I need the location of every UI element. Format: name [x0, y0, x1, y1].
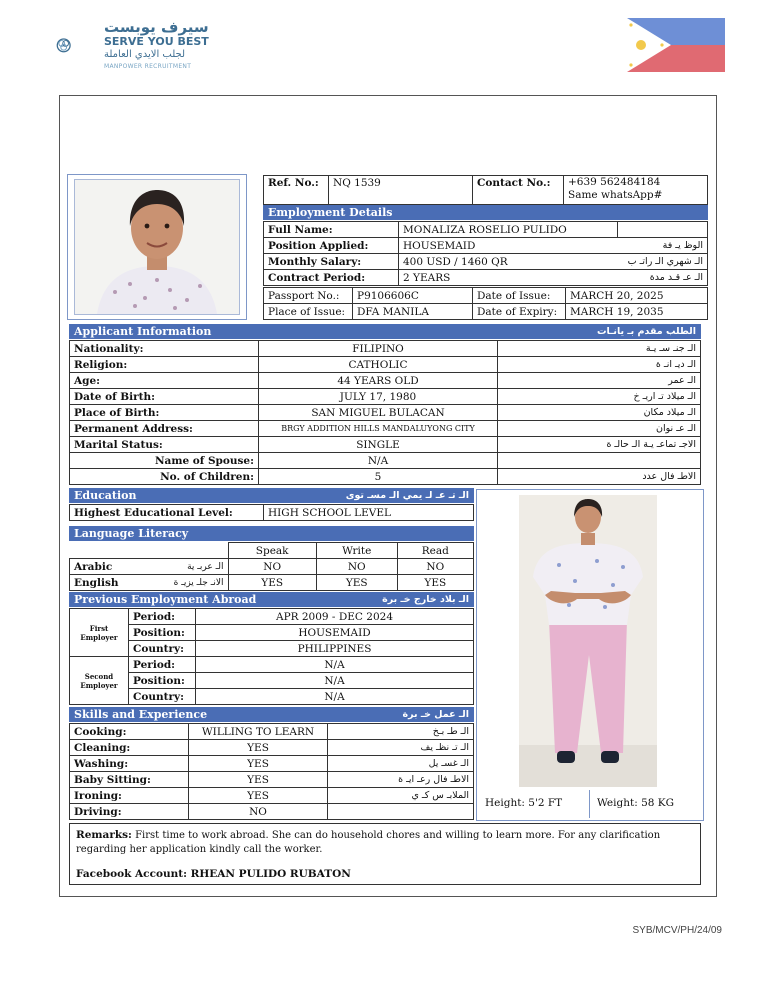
previous-employment-value: N/A [196, 689, 474, 705]
language-row [70, 559, 474, 575]
employment-label: Monthly Salary: [264, 254, 399, 270]
applicant-value: CATHOLIC [259, 357, 498, 373]
skill-value-ar: الـ تـ نظـ يف [328, 740, 474, 756]
skill-value-ar [328, 804, 474, 820]
applicant-value-ar: الاجـ تماعـ يـة الـ حالـ ة [498, 437, 701, 453]
previous-employment-table [69, 608, 474, 705]
employment-value-ar [618, 222, 708, 238]
language-value: YES [397, 575, 473, 591]
applicant-info-header [69, 324, 701, 339]
applicant-value-ar: الـ ميلاد مكان [498, 405, 701, 421]
employment-value: HOUSEMAID [399, 238, 618, 254]
applicant-value-ar: الاطـ فال عدد [498, 469, 701, 485]
applicant-row [70, 421, 701, 437]
contact-cell [564, 176, 708, 205]
skill-value-ar: الملابـ س كـ ي [328, 788, 474, 804]
language-row [70, 575, 474, 591]
applicant-row [70, 341, 701, 357]
skill-value-ar: الاطـ فال رعـ ايـ ة [328, 772, 474, 788]
language-value: NO [228, 559, 316, 575]
employment-label: Full Name: [264, 222, 399, 238]
previous-employment-row [70, 625, 474, 641]
remarks-label: Remarks: [76, 829, 132, 841]
employer-name: First Employer [70, 609, 129, 657]
skill-value: WILLING TO LEARN [189, 724, 328, 740]
employment-value: 400 USD / 1460 QR [399, 254, 618, 270]
applicant-fullbody-photo [476, 489, 704, 821]
applicant-value: 44 YEARS OLD [259, 373, 498, 389]
skill-row [70, 804, 474, 820]
applicant-label: No. of Children: [70, 469, 259, 485]
employment-value: 2 YEARS [399, 270, 618, 286]
passport-value: P9106606C [353, 288, 473, 304]
passport-table [263, 287, 708, 320]
skills-table [69, 723, 474, 820]
language-label-cell [70, 559, 229, 575]
language-value: YES [316, 575, 397, 591]
language-label: Arabic [74, 560, 113, 573]
applicant-value: BRGY ADDITION HILLS MANDALUYONG CITY [259, 421, 498, 437]
employment-value-ar: الـ شهري الـ راتـ ب [618, 254, 708, 270]
ref-value: NQ 1539 [329, 176, 473, 205]
company-logo-icon [56, 20, 104, 72]
employment-row [264, 254, 708, 270]
previous-employment-row [70, 641, 474, 657]
employment-details-header: Employment Details [263, 205, 708, 220]
applicant-value-ar: الـ جنـ سـ يـة [498, 341, 701, 357]
language-corner-cell [70, 543, 229, 559]
applicant-value: FILIPINO [259, 341, 498, 357]
applicant-value-ar: الـ ديـ انـ ة [498, 357, 701, 373]
height-text: Height: 5'2 FT [485, 797, 563, 809]
skill-label: Cooking: [70, 724, 189, 740]
applicant-row [70, 373, 701, 389]
language-table [69, 542, 474, 591]
ref-label: Ref. No.: [264, 176, 329, 205]
language-value: NO [397, 559, 473, 575]
previous-employment-header [69, 592, 474, 607]
applicant-value-ar: الـ ميلاد تـ اريـ خ [498, 389, 701, 405]
logo-arabic-subtext: لجلب الايدي العاملة [104, 49, 186, 60]
employer-name: Second Employer [70, 657, 129, 705]
applicant-row [70, 357, 701, 373]
applicant-value: SAN MIGUEL BULACAN [259, 405, 498, 421]
expiry-date-label: Date of Expiry: [473, 304, 566, 320]
education-title-ar: الـ تـ عـ لـ يمي الـ مسـ توى [345, 490, 469, 501]
previous-employment-title: Previous Employment Abroad [74, 593, 257, 606]
logo-english-text: SERVE YOU BEST [104, 35, 209, 48]
skill-label: Baby Sitting: [70, 772, 189, 788]
language-column-header: Read [397, 543, 473, 559]
applicant-row [70, 405, 701, 421]
issue-date-label: Date of Issue: [473, 288, 566, 304]
headshot-image [75, 180, 239, 314]
height-weight-divider [589, 790, 590, 818]
skills-header [69, 707, 474, 722]
philippines-flag-icon [627, 18, 725, 72]
skill-value: YES [189, 740, 328, 756]
previous-employment-label: Country: [129, 641, 196, 657]
place-of-issue-value: DFA MANILA [353, 304, 473, 320]
applicant-value: JULY 17, 1980 [259, 389, 498, 405]
employment-value: MONALIZA ROSELIO PULIDO [399, 222, 618, 238]
education-value: HIGH SCHOOL LEVEL [264, 505, 474, 521]
applicant-value-ar: الـ عـ نوان [498, 421, 701, 437]
employment-row [264, 270, 708, 286]
applicant-label: Age: [70, 373, 259, 389]
applicant-label: Place of Birth: [70, 405, 259, 421]
previous-employment-row [70, 609, 474, 625]
applicant-value-ar: الـ عمر [498, 373, 701, 389]
education-table [69, 504, 474, 521]
skill-value: YES [189, 788, 328, 804]
education-label: Highest Educational Level: [70, 505, 264, 521]
employment-row [264, 222, 708, 238]
previous-employment-value: PHILIPPINES [196, 641, 474, 657]
skill-value: YES [189, 756, 328, 772]
skill-label: Driving: [70, 804, 189, 820]
skill-row [70, 772, 474, 788]
remarks-box [69, 823, 701, 885]
employment-table [263, 221, 708, 286]
skill-row [70, 740, 474, 756]
logo-subtitle: MANPOWER RECRUITMENT [104, 63, 192, 70]
skill-label: Ironing: [70, 788, 189, 804]
skill-row [70, 788, 474, 804]
applicant-info-table [69, 340, 701, 485]
passport-label: Passport No.: [264, 288, 353, 304]
skill-row [70, 756, 474, 772]
weight-text: Weight: 58 KG [597, 797, 675, 809]
previous-employment-row [70, 689, 474, 705]
employment-value-ar: الوظ يـ فة [618, 238, 708, 254]
skill-value: YES [189, 772, 328, 788]
language-column-header: Speak [228, 543, 316, 559]
previous-employment-label: Period: [129, 609, 196, 625]
reference-table [263, 175, 708, 205]
education-title: Education [74, 489, 137, 502]
skills-title-ar: الـ عمل خـ برة [402, 709, 469, 720]
previous-employment-row [70, 657, 474, 673]
previous-employment-value: N/A [196, 657, 474, 673]
remarks-paragraph [76, 828, 694, 857]
contact-label: Contact No.: [473, 176, 564, 205]
previous-employment-label: Position: [129, 673, 196, 689]
contact-note: Same whatsApp# [568, 189, 663, 201]
applicant-info-title: Applicant Information [74, 325, 212, 338]
contact-value: +639 562484184 [568, 176, 661, 188]
applicant-row [70, 389, 701, 405]
language-value: NO [316, 559, 397, 575]
applicant-row [70, 469, 701, 485]
skill-value-ar: الـ غسـ يل [328, 756, 474, 772]
applicant-row [70, 437, 701, 453]
skill-label: Washing: [70, 756, 189, 772]
employment-label: Contract Period: [264, 270, 399, 286]
issue-date-value: MARCH 20, 2025 [566, 288, 708, 304]
applicant-label: Date of Birth: [70, 389, 259, 405]
document-code: SYB/MCV/PH/24/09 [632, 925, 722, 936]
logo-arabic-text: سيرف يوبست [104, 18, 209, 36]
place-of-issue-label: Place of Issue: [264, 304, 353, 320]
skills-title: Skills and Experience [74, 708, 208, 721]
employment-value-ar: الـ عـ قـد مدة [618, 270, 708, 286]
language-header: Language Literacy [69, 526, 474, 541]
applicant-info-title-ar: الطلب مقدم بـ يانـات [597, 326, 696, 337]
language-label-cell [70, 575, 229, 591]
remarks-text: First time to work abroad. She can do household chores and willing to learn more. For any clarification regarding her application kindly call the worker. [76, 830, 661, 855]
applicant-value-ar [498, 453, 701, 469]
employment-label: Position Applied: [264, 238, 399, 254]
fullbody-image [519, 495, 657, 787]
previous-employment-value: HOUSEMAID [196, 625, 474, 641]
applicant-value: SINGLE [259, 437, 498, 453]
applicant-label: Permanent Address: [70, 421, 259, 437]
previous-employment-value: N/A [196, 673, 474, 689]
language-label: English [74, 576, 119, 589]
language-label-ar: الانـ جلـ يزيـ ة [173, 577, 224, 588]
applicant-value: N/A [259, 453, 498, 469]
language-value: YES [228, 575, 316, 591]
applicant-row [70, 453, 701, 469]
applicant-label: Nationality: [70, 341, 259, 357]
expiry-date-value: MARCH 19, 2035 [566, 304, 708, 320]
previous-employment-label: Country: [129, 689, 196, 705]
skill-value: NO [189, 804, 328, 820]
facebook-account: Facebook Account: RHEAN PULIDO RUBATON [76, 868, 351, 880]
language-label-ar: الـ عربـ ية [187, 561, 224, 572]
language-column-header: Write [316, 543, 397, 559]
education-header [69, 488, 474, 503]
previous-employment-row [70, 673, 474, 689]
applicant-label: Name of Spouse: [70, 453, 259, 469]
applicant-headshot [67, 174, 247, 320]
previous-employment-label: Position: [129, 625, 196, 641]
previous-employment-label: Period: [129, 657, 196, 673]
applicant-label: Religion: [70, 357, 259, 373]
employment-row [264, 238, 708, 254]
skill-value-ar: الـ طـ بـخ [328, 724, 474, 740]
applicant-label: Marital Status: [70, 437, 259, 453]
applicant-value: 5 [259, 469, 498, 485]
skill-label: Cleaning: [70, 740, 189, 756]
skill-row [70, 724, 474, 740]
previous-employment-value: APR 2009 - DEC 2024 [196, 609, 474, 625]
language-header-row [70, 543, 474, 559]
previous-employment-title-ar: الـ بلاد خارج خـ برة [382, 594, 469, 605]
